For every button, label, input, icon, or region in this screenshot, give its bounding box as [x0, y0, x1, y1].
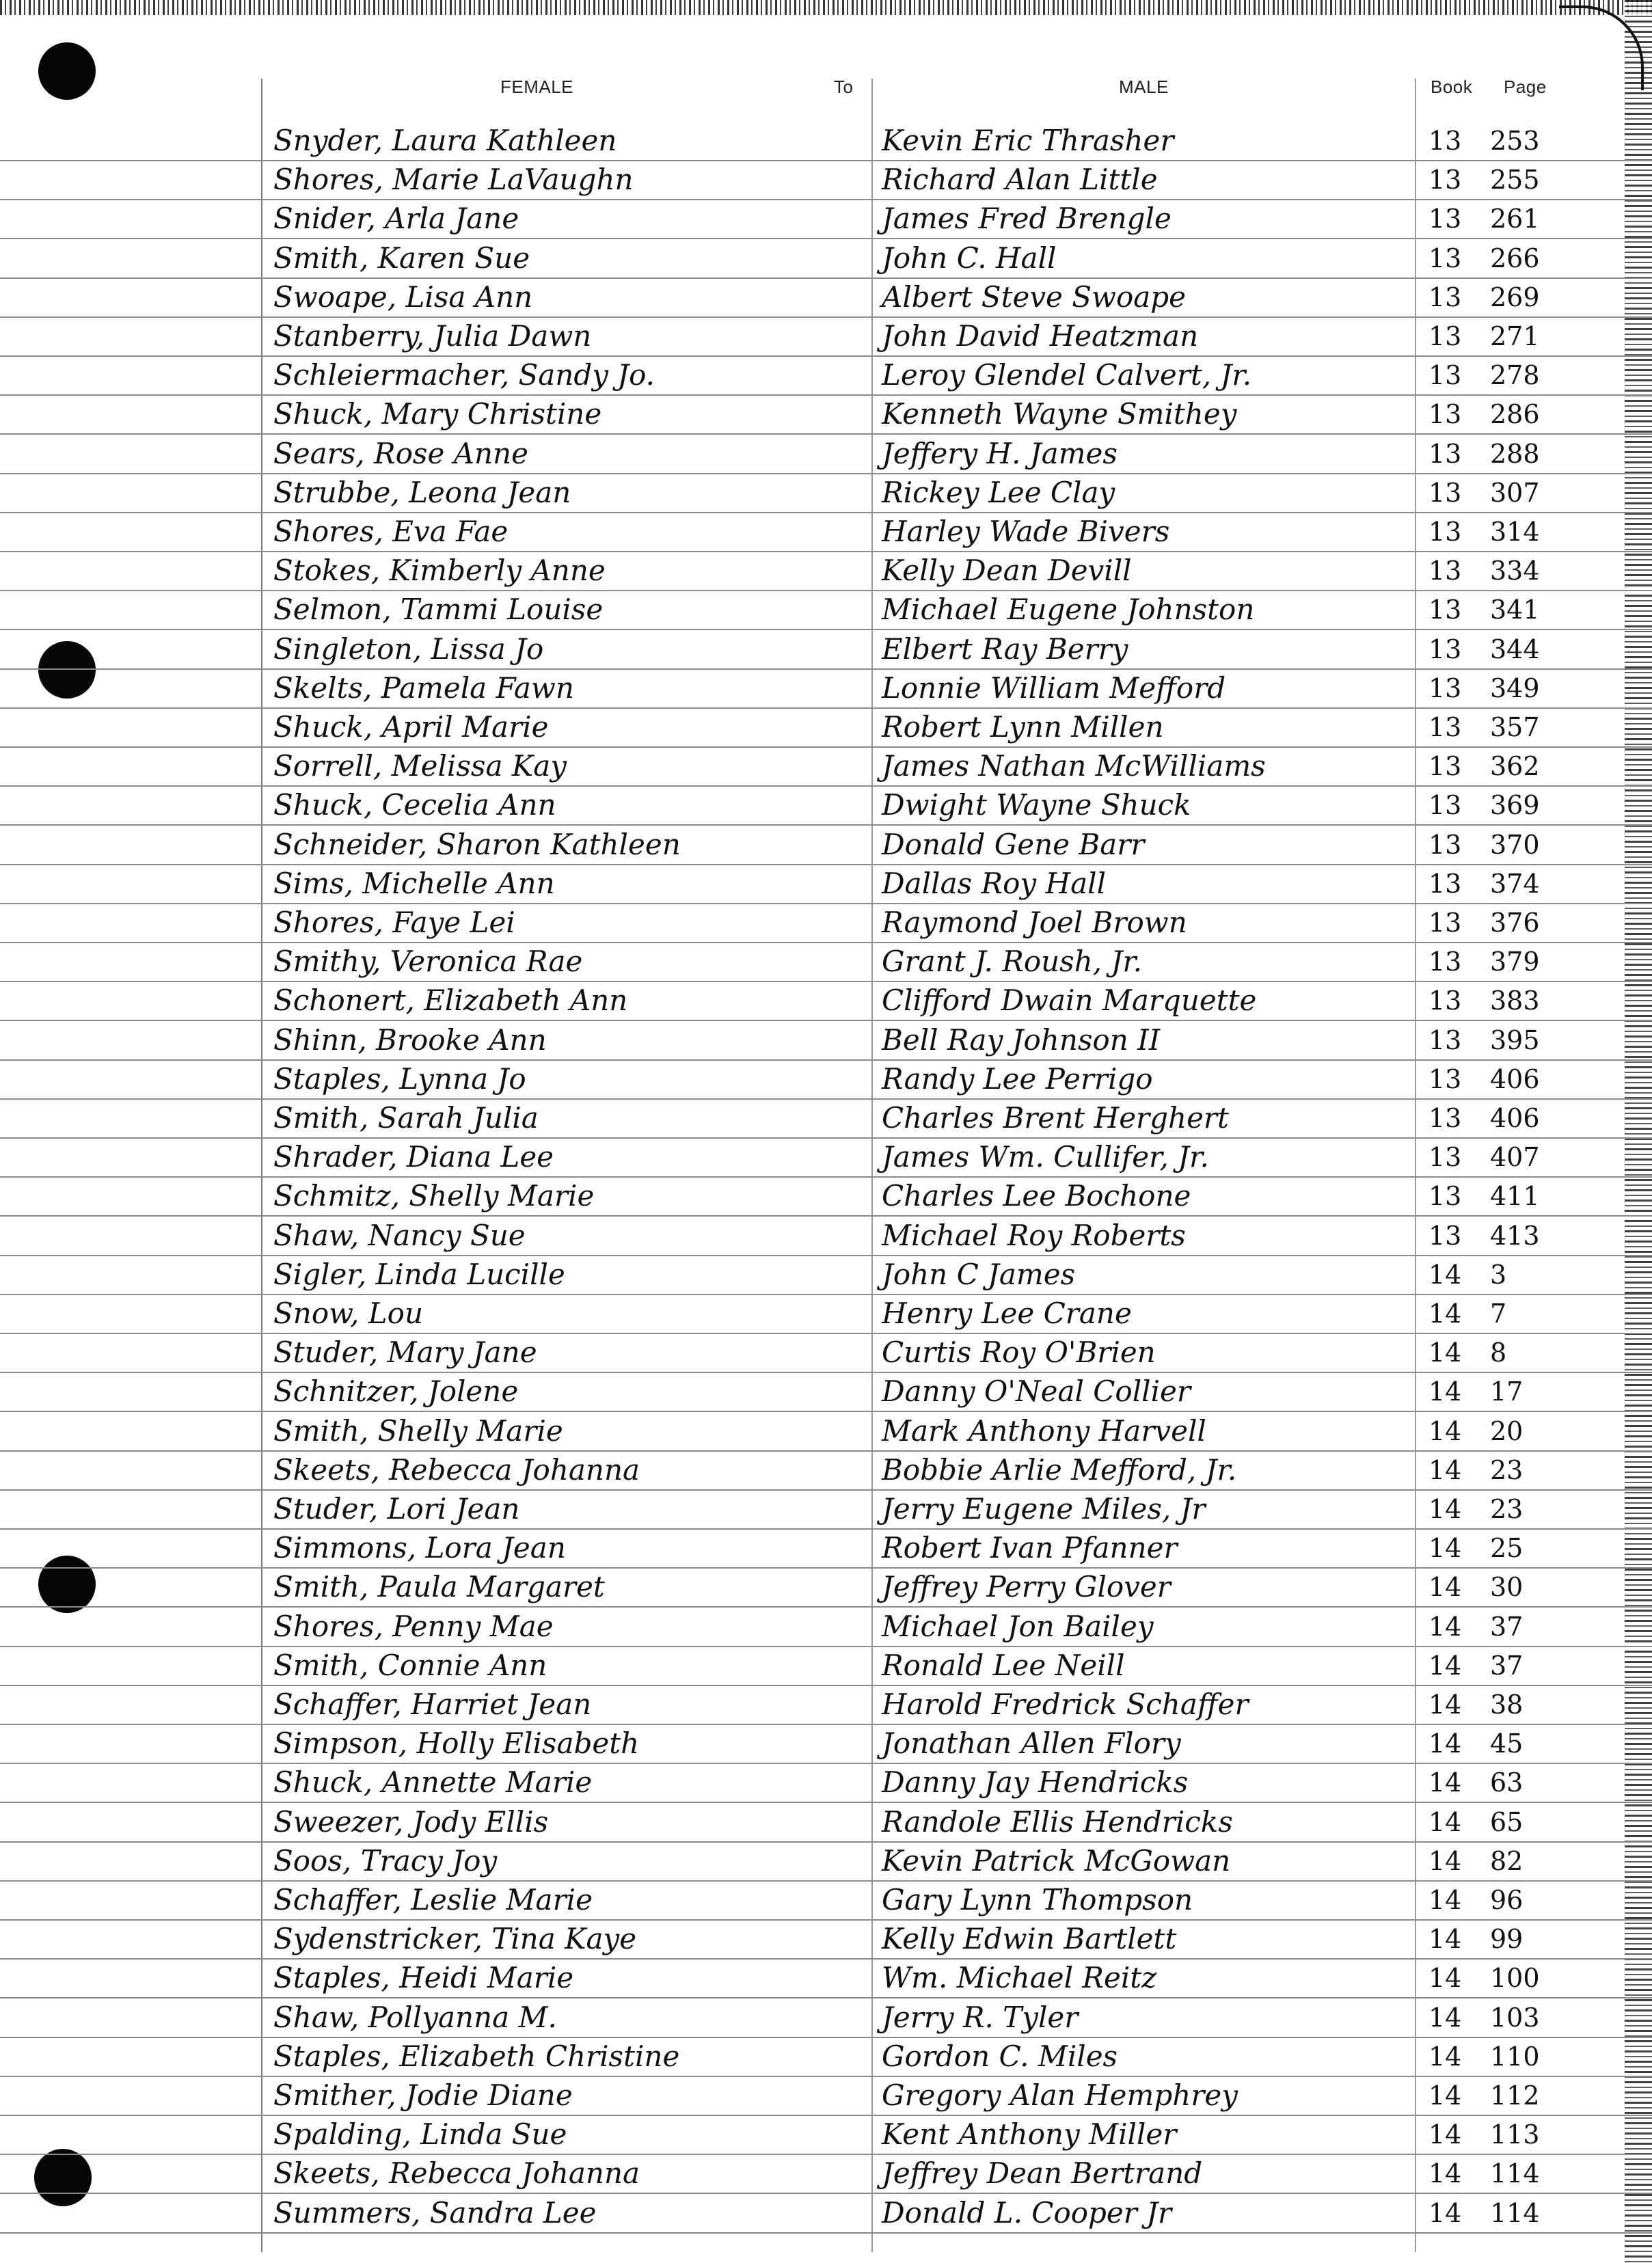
table-row — [0, 436, 1652, 474]
table-row — [0, 944, 1652, 982]
table-row — [0, 1413, 1652, 1452]
male-name: Kent Anthony Miller — [882, 2117, 1177, 2152]
table-row — [0, 1218, 1652, 1256]
page-number: 379 — [1490, 947, 1540, 977]
page-number: 255 — [1490, 165, 1540, 195]
page-number: 334 — [1490, 556, 1540, 586]
page-number: 100 — [1490, 1963, 1540, 1994]
book-number: 13 — [1428, 1103, 1462, 1133]
male-name: Gregory Alan Hemphrey — [882, 2078, 1238, 2112]
table-row — [0, 514, 1652, 552]
book-number: 14 — [1428, 2158, 1462, 2189]
male-name: Randy Lee Perrigo — [882, 1061, 1153, 1096]
male-name: Mark Anthony Harvell — [882, 1413, 1206, 1448]
female-name: Sigler, Linda Lucille — [273, 1257, 565, 1291]
table-row — [0, 1296, 1652, 1334]
female-name: Shores, Faye Lei — [273, 906, 515, 939]
male-name: Charles Lee Bochone — [882, 1179, 1191, 1213]
page-number: 82 — [1490, 1845, 1524, 1876]
male-name: Rickey Lee Clay — [882, 475, 1115, 509]
book-number: 13 — [1428, 438, 1462, 469]
female-name: Stanberry, Julia Dawn — [273, 319, 592, 353]
page-number: 374 — [1490, 868, 1540, 899]
female-name: Staples, Elizabeth Christine — [273, 2039, 680, 2073]
book-number: 14 — [1428, 1572, 1462, 1603]
female-name: Stokes, Kimberly Anne — [273, 554, 606, 588]
female-name: Singleton, Lissa Jo — [273, 632, 544, 666]
page-number: 37 — [1490, 1611, 1524, 1642]
table-row — [0, 396, 1652, 435]
table-row — [0, 357, 1652, 396]
male-name: Grant J. Roush, Jr. — [882, 945, 1143, 979]
male-name: Jerry R. Tyler — [882, 2000, 1079, 2034]
table-row — [0, 1804, 1652, 1843]
male-name: Danny O'Neal Collier — [882, 1374, 1191, 1409]
male-name: Henry Lee Crane — [882, 1297, 1132, 1330]
female-name: Skeets, Rebecca Johanna — [273, 2156, 640, 2191]
book-number: 14 — [1428, 2002, 1462, 2033]
table-row — [0, 123, 1652, 161]
book-number: 14 — [1428, 1533, 1462, 1564]
page-number: 271 — [1490, 321, 1540, 351]
scan-edge-top — [0, 0, 1652, 15]
table-row — [0, 2078, 1652, 2116]
female-name: Sweezer, Jody Ellis — [273, 1804, 549, 1839]
female-name: Shaw, Pollyanna M. — [273, 2000, 557, 2034]
female-name: Shinn, Brooke Ann — [273, 1022, 547, 1057]
table-row — [0, 1648, 1652, 1686]
table-row — [0, 1960, 1652, 1998]
page-number: 261 — [1490, 204, 1540, 234]
male-name: Michael Roy Roberts — [882, 1218, 1186, 1252]
page-number: 383 — [1490, 986, 1540, 1016]
male-name: Robert Lynn Millen — [882, 710, 1164, 744]
female-name: Selmon, Tammi Louise — [273, 593, 604, 627]
book-number: 13 — [1428, 477, 1462, 508]
male-name: John C James — [882, 1257, 1076, 1291]
female-name: Snow, Lou — [273, 1297, 424, 1330]
female-name: Schonert, Elizabeth Ann — [273, 984, 628, 1018]
female-name: Shuck, Annette Marie — [273, 1765, 593, 1800]
book-number: 13 — [1428, 165, 1462, 195]
table-row — [0, 1335, 1652, 1373]
book-number: 14 — [1428, 1963, 1462, 1994]
male-name: Wm. Michael Reitz — [882, 1961, 1157, 1995]
table-row — [0, 2039, 1652, 2077]
page-number: 349 — [1490, 673, 1540, 703]
book-number: 13 — [1428, 1142, 1462, 1173]
table-row — [0, 1609, 1652, 1647]
female-name: Shores, Penny Mae — [273, 1609, 554, 1643]
female-name: Shuck, Cecelia Ann — [273, 788, 556, 822]
female-name: Skelts, Pamela Fawn — [273, 670, 574, 705]
book-number: 13 — [1428, 712, 1462, 742]
male-name: Raymond Joel Brown — [882, 906, 1187, 939]
book-number: 13 — [1428, 360, 1462, 391]
female-name: Shores, Marie LaVaughn — [273, 163, 634, 197]
book-number: 13 — [1428, 556, 1462, 586]
book-number: 13 — [1428, 634, 1462, 664]
table-row — [0, 709, 1652, 748]
male-name: Kevin Patrick McGowan — [882, 1843, 1231, 1878]
book-number: 14 — [1428, 1767, 1462, 1798]
page-number: 65 — [1490, 1806, 1524, 1837]
table-row — [0, 983, 1652, 1021]
book-number: 14 — [1428, 1690, 1462, 1720]
female-name: Schnitzer, Jolene — [273, 1374, 519, 1409]
female-name: Summers, Sandra Lee — [273, 2195, 597, 2230]
page-number: 370 — [1490, 829, 1540, 860]
page-number: 25 — [1490, 1533, 1524, 1564]
book-number: 13 — [1428, 321, 1462, 351]
male-name: Albert Steve Swoape — [882, 280, 1187, 314]
table-row — [0, 1257, 1652, 1295]
female-name: Staples, Heidi Marie — [273, 1961, 574, 1995]
female-name: Snyder, Laura Kathleen — [273, 124, 617, 157]
female-name: Staples, Lynna Jo — [273, 1061, 526, 1096]
table-row — [0, 201, 1652, 239]
header-to: To — [834, 77, 854, 97]
page-number: 63 — [1490, 1767, 1524, 1798]
female-name: Sims, Michelle Ann — [273, 866, 555, 900]
binder-hole-icon — [38, 42, 96, 100]
header-book: Book — [1431, 77, 1473, 97]
male-name: Richard Alan Little — [882, 163, 1158, 197]
page-number: 307 — [1490, 477, 1540, 508]
page-number: 406 — [1490, 1103, 1540, 1133]
page-number: 411 — [1490, 1181, 1540, 1212]
male-name: Dallas Roy Hall — [882, 866, 1107, 900]
book-number: 14 — [1428, 1259, 1462, 1290]
page-number: 406 — [1490, 1063, 1540, 1094]
book-number: 13 — [1428, 1025, 1462, 1055]
table-row — [0, 1569, 1652, 1608]
book-number: 14 — [1428, 1845, 1462, 1876]
table-row — [0, 632, 1652, 670]
male-name: Robert Ivan Pfanner — [882, 1531, 1178, 1565]
book-number: 14 — [1428, 1454, 1462, 1485]
female-name: Shores, Eva Fae — [273, 515, 509, 548]
page-number: 344 — [1490, 634, 1540, 664]
female-name: Simmons, Lora Jean — [273, 1531, 566, 1565]
page-number: 23 — [1490, 1454, 1524, 1485]
female-name: Sydenstricker, Tina Kaye — [273, 1922, 637, 1956]
male-name: James Fred Brengle — [882, 202, 1172, 236]
page-number: 30 — [1490, 1572, 1524, 1603]
female-name: Shuck, Mary Christine — [273, 397, 602, 431]
table-row — [0, 2117, 1652, 2155]
male-name: Leroy Glendel Calvert, Jr. — [882, 358, 1252, 392]
table-row — [0, 1374, 1652, 1412]
header-page: Page — [1504, 77, 1547, 97]
book-number: 13 — [1428, 829, 1462, 860]
table-row — [0, 1882, 1652, 1921]
book-number: 14 — [1428, 2197, 1462, 2228]
book-number: 13 — [1428, 517, 1462, 547]
page-number: 269 — [1490, 282, 1540, 312]
female-name: Shaw, Nancy Sue — [273, 1218, 526, 1252]
female-name: Smithy, Veronica Rae — [273, 945, 583, 979]
male-name: Curtis Roy O'Brien — [882, 1336, 1156, 1370]
page-number: 357 — [1490, 712, 1540, 742]
male-name: Dwight Wayne Shuck — [882, 788, 1191, 822]
male-name: Bobbie Arlie Mefford, Jr. — [882, 1452, 1237, 1487]
male-name: Gary Lynn Thompson — [882, 1883, 1193, 1916]
book-number: 13 — [1428, 126, 1462, 156]
book-number: 14 — [1428, 1729, 1462, 1759]
female-name: Sears, Rose Anne — [273, 436, 528, 470]
male-name: Harold Fredrick Schaffer — [882, 1688, 1249, 1721]
book-number: 14 — [1428, 1494, 1462, 1524]
book-number: 14 — [1428, 1377, 1462, 1407]
book-number: 13 — [1428, 947, 1462, 977]
female-name: Simpson, Holly Elisabeth — [273, 1726, 640, 1761]
book-number: 14 — [1428, 1885, 1462, 1915]
header-male: MALE — [1119, 77, 1169, 97]
table-row — [0, 1452, 1652, 1491]
female-name: Schaffer, Leslie Marie — [273, 1883, 593, 1916]
book-number: 13 — [1428, 868, 1462, 899]
book-number: 14 — [1428, 1924, 1462, 1955]
table-row — [0, 1687, 1652, 1725]
table-row — [0, 1491, 1652, 1530]
page-number: 266 — [1490, 243, 1540, 273]
book-number: 14 — [1428, 1415, 1462, 1446]
table-row — [0, 1139, 1652, 1178]
book-number: 14 — [1428, 2081, 1462, 2111]
male-name: Bell Ray Johnson II — [882, 1022, 1161, 1057]
male-name: Charles Brent Herghert — [882, 1101, 1229, 1135]
page-number: 37 — [1490, 1650, 1524, 1681]
book-number: 13 — [1428, 790, 1462, 821]
page-number: 278 — [1490, 360, 1540, 391]
table-row — [0, 1843, 1652, 1882]
male-name: Kelly Dean Devill — [882, 554, 1132, 588]
page-number: 114 — [1490, 2197, 1540, 2228]
book-number: 13 — [1428, 1220, 1462, 1251]
female-name: Schneider, Sharon Kathleen — [273, 827, 681, 861]
table-row — [0, 319, 1652, 357]
page-number: 395 — [1490, 1025, 1540, 1055]
male-name: Donald L. Cooper Jr — [882, 2195, 1172, 2230]
book-number: 14 — [1428, 1299, 1462, 1329]
male-name: Kevin Eric Thrasher — [882, 124, 1174, 157]
table-row — [0, 748, 1652, 787]
page-number: 45 — [1490, 1729, 1524, 1759]
book-number: 13 — [1428, 1063, 1462, 1094]
table-row — [0, 475, 1652, 513]
page-number: 314 — [1490, 517, 1540, 547]
table-row — [0, 1726, 1652, 1764]
book-number: 13 — [1428, 986, 1462, 1016]
book-number: 14 — [1428, 1611, 1462, 1642]
table-row — [0, 866, 1652, 904]
page-number: 114 — [1490, 2158, 1540, 2189]
table-row — [0, 162, 1652, 200]
female-name: Shrader, Diana Lee — [273, 1140, 554, 1174]
page-number: 113 — [1490, 2119, 1540, 2150]
book-number: 13 — [1428, 204, 1462, 234]
male-name: Jerry Eugene Miles, Jr — [882, 1492, 1206, 1526]
page-number: 413 — [1490, 1220, 1540, 1251]
female-name: Smith, Shelly Marie — [273, 1413, 563, 1448]
female-name: Smith, Paula Margaret — [273, 1570, 605, 1604]
male-name: James Nathan McWilliams — [882, 749, 1266, 783]
book-number: 13 — [1428, 282, 1462, 312]
table-row — [0, 280, 1652, 318]
table-row — [0, 1178, 1652, 1217]
header-female: FEMALE — [500, 77, 574, 97]
male-name: Danny Jay Hendricks — [882, 1765, 1189, 1800]
female-name: Schleiermacher, Sandy Jo. — [273, 358, 655, 392]
page-number: 8 — [1490, 1338, 1507, 1368]
table-row — [0, 1022, 1652, 1061]
male-name: Elbert Ray Berry — [882, 632, 1128, 666]
book-number: 13 — [1428, 399, 1462, 430]
page-number: 253 — [1490, 126, 1540, 156]
page-number: 341 — [1490, 595, 1540, 625]
table-row — [0, 787, 1652, 826]
page-number: 376 — [1490, 908, 1540, 938]
page-number: 38 — [1490, 1690, 1524, 1720]
book-number: 13 — [1428, 595, 1462, 625]
book-number: 14 — [1428, 1650, 1462, 1681]
male-name: Kelly Edwin Bartlett — [882, 1922, 1177, 1956]
male-name: Lonnie William Mefford — [882, 670, 1226, 705]
male-name: Jeffrey Dean Bertrand — [882, 2156, 1203, 2191]
page-number: 112 — [1490, 2081, 1540, 2111]
page-number: 407 — [1490, 1142, 1540, 1173]
male-name: Harley Wade Bivers — [882, 515, 1170, 548]
female-name: Soos, Tracy Joy — [273, 1843, 498, 1878]
male-name: John C. Hall — [882, 241, 1057, 275]
book-number: 13 — [1428, 1181, 1462, 1212]
table-row — [0, 2156, 1652, 2194]
female-name: Swoape, Lisa Ann — [273, 280, 533, 314]
male-name: Kenneth Wayne Smithey — [882, 397, 1237, 431]
male-name: Michael Jon Bailey — [882, 1609, 1154, 1643]
page-number: 110 — [1490, 2041, 1540, 2072]
book-number: 14 — [1428, 2119, 1462, 2150]
book-number: 14 — [1428, 2041, 1462, 2072]
page-number: 23 — [1490, 1494, 1524, 1524]
male-name: Gordon C. Miles — [882, 2039, 1118, 2073]
table-row — [0, 1530, 1652, 1569]
table-row — [0, 592, 1652, 630]
table-row — [0, 1921, 1652, 1960]
female-name: Smith, Connie Ann — [273, 1648, 547, 1682]
female-name: Shuck, April Marie — [273, 710, 549, 744]
female-name: Strubbe, Leona Jean — [273, 475, 571, 509]
table-row — [0, 1100, 1652, 1139]
female-name: Smith, Karen Sue — [273, 241, 530, 275]
male-name: Clifford Dwain Marquette — [882, 984, 1257, 1018]
page-number: 20 — [1490, 1415, 1524, 1446]
male-name: James Wm. Cullifer, Jr. — [882, 1140, 1209, 1174]
male-name: Jonathan Allen Flory — [882, 1726, 1181, 1761]
table-row — [0, 2000, 1652, 2038]
page-number: 7 — [1490, 1299, 1507, 1329]
page-number: 96 — [1490, 1885, 1524, 1915]
book-number: 13 — [1428, 751, 1462, 782]
male-name: Donald Gene Barr — [882, 827, 1145, 861]
female-name: Skeets, Rebecca Johanna — [273, 1452, 640, 1487]
female-name: Snider, Arla Jane — [273, 202, 519, 236]
page-number: 17 — [1490, 1377, 1524, 1407]
male-name: John David Heatzman — [882, 319, 1199, 353]
book-number: 13 — [1428, 673, 1462, 703]
male-name: Michael Eugene Johnston — [882, 593, 1255, 627]
table-row — [0, 905, 1652, 943]
table-row — [0, 1061, 1652, 1100]
female-name: Schmitz, Shelly Marie — [273, 1179, 595, 1213]
page-number: 286 — [1490, 399, 1540, 430]
page-number: 99 — [1490, 1924, 1524, 1955]
table-row — [0, 670, 1652, 709]
page-number: 103 — [1490, 2002, 1540, 2033]
page-number: 362 — [1490, 751, 1540, 782]
page-number: 288 — [1490, 438, 1540, 469]
female-name: Studer, Lori Jean — [273, 1492, 520, 1526]
female-name: Sorrell, Melissa Kay — [273, 749, 567, 783]
female-name: Smither, Jodie Diane — [273, 2078, 573, 2112]
female-name: Smith, Sarah Julia — [273, 1101, 539, 1135]
male-name: Ronald Lee Neill — [882, 1648, 1125, 1682]
table-row — [0, 827, 1652, 865]
table-row — [0, 241, 1652, 279]
female-name: Schaffer, Harriet Jean — [273, 1688, 592, 1721]
female-name: Spalding, Linda Sue — [273, 2117, 567, 2152]
book-number: 13 — [1428, 908, 1462, 938]
female-name: Studer, Mary Jane — [273, 1336, 537, 1370]
book-number: 14 — [1428, 1806, 1462, 1837]
book-number: 13 — [1428, 243, 1462, 273]
table-row — [0, 1765, 1652, 1803]
table-row — [0, 2195, 1652, 2234]
book-number: 14 — [1428, 1338, 1462, 1368]
page-number: 369 — [1490, 790, 1540, 821]
male-name: Jeffery H. James — [882, 436, 1118, 470]
table-row — [0, 553, 1652, 591]
male-name: Jeffrey Perry Glover — [882, 1570, 1171, 1604]
male-name: Randole Ellis Hendricks — [882, 1804, 1233, 1839]
page-number: 3 — [1490, 1259, 1507, 1290]
